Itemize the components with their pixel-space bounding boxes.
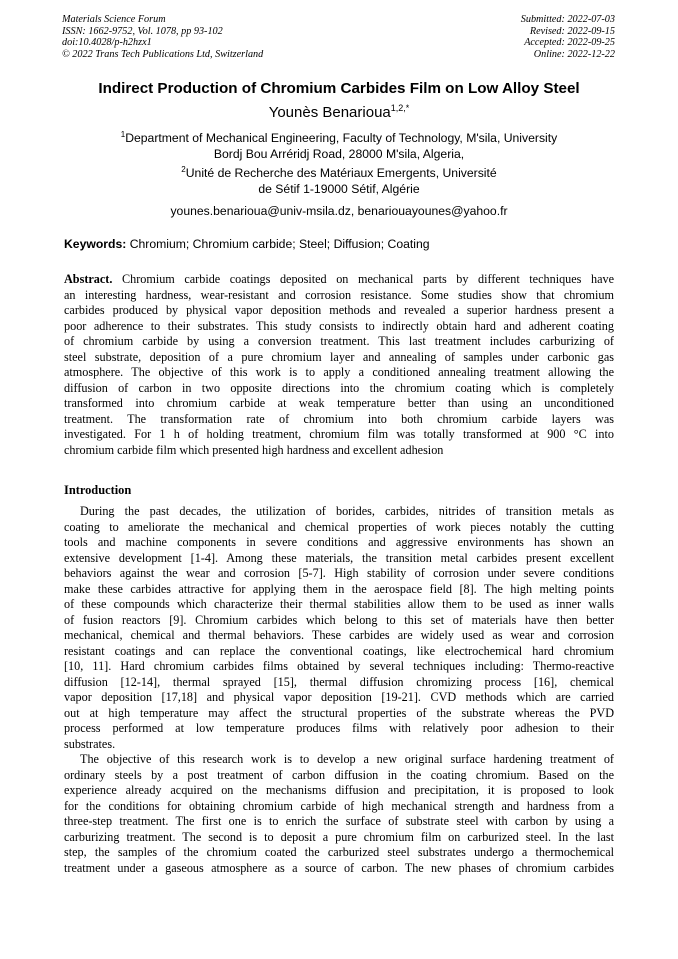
journal-header-left <box>62 14 263 60</box>
abstract-line: carbides produced by physical vapor deposition methods and revealed a superior hardness present a <box>64 303 614 317</box>
intro-line: The objective of this research work is to develop a new original surface hardening treatment of <box>80 752 614 766</box>
abstract-line: atmosphere. The objective of this work is to apply a conditioned annealing treatment allowing the <box>64 365 614 379</box>
author-email: younes.benarioua@univ-msila.dz, benariouayounes@yahoo.fr <box>170 204 508 218</box>
intro-line: experience already acquired on the mechanisms diffusion and precipitation, it is proposed to look <box>64 783 614 797</box>
affiliation-1-mark: 1 <box>120 130 126 139</box>
abstract-line: poor adherence to their substrates. This study consists to indirectly obtain hard and adherent coating <box>64 318 614 333</box>
affiliation-2-mark: 2 <box>181 165 186 174</box>
abstract <box>64 272 614 458</box>
abstract-line: Chromium carbide coatings deposited on mechanical parts by different techniques have <box>112 272 614 286</box>
intro-line: of these compounds which characterize their thermal stabilities allow them to be used as inner walls <box>64 597 614 611</box>
intro-line: treatment under a gaseous atmosphere as a source of carbon. The new phases of chromium carbides <box>64 860 614 875</box>
date-submitted: Submitted: 2022-07-03 <box>520 14 615 25</box>
intro-line: make these carbides attractive for applying them in the aerospace field [8]. The high melting points <box>64 581 614 596</box>
date-online: Online: 2022-12-22 <box>533 48 615 60</box>
abstract-line: treatment. The transformation rate of chromium into both chromium carbide layers was <box>64 411 614 426</box>
intro-line: carburizing treatment. The second is to deposit a pure chromium film on carburized steel. In the last <box>64 829 614 844</box>
abstract-line: chromium carbide film which presented high hardness and excellent adhesion <box>64 442 444 457</box>
intro-line: for the conditions for obtaining chromium carbide of high mechanical strength and hardness from a <box>64 798 614 813</box>
intro-line: diffusion [12-14], thermal sprayed [15], thermal diffusion chromizing process [16], chemical <box>64 674 614 689</box>
paper-title: Indirect Production of Chromium Carbides Film on Low Alloy Steel <box>98 80 580 97</box>
intro-line: coating to ameliorate the mechanical and chemical properties of work pieces notably the cutting <box>64 519 614 534</box>
keywords-text: Chromium; Chromium carbide; Steel; Diffusion; Coating <box>126 237 430 251</box>
intro-line: mechanical, chemical and thermal behaviors. These carbides are widely used as wear and corrosion <box>64 628 614 642</box>
date-revised: Revised: 2022-09-15 <box>529 25 615 37</box>
journal-issn: ISSN: 1662-9752, Vol. 1078, pp 93-102 <box>62 25 223 37</box>
affiliation-1-line-1: Department of Mechanical Engineering, Faculty of Technology, M'sila, University <box>125 131 558 145</box>
intro-line: substrates. <box>64 736 116 751</box>
section-heading-introduction: Introduction <box>64 483 132 497</box>
abstract-line: transformed into chromium carbide at weak temperature better than using an unconditioned <box>64 396 614 410</box>
affiliation-2-line-2: de Sétif 1-19000 Sétif, Algérie <box>258 181 420 196</box>
author-affiliation-marks: 1,2,* <box>390 103 410 113</box>
intro-line: behaviors against the wear and corrosion [5-7]. High stability of corrosion under severe conditions <box>64 566 614 580</box>
keywords <box>64 237 624 251</box>
affiliation-2 <box>0 166 678 197</box>
intro-line: of fusion reactors [9]. Chromium carbides which belong to this set of materials have then better <box>64 612 614 627</box>
abstract-line: diffusion of carbon in two opposite directions into the chromium coating which is completely <box>64 380 614 395</box>
abstract-line: investigated. For 1 h of holding treatment, chromium film was totally transformed at 900 °C into <box>64 427 614 441</box>
introduction-body <box>64 504 614 876</box>
journal-name: Materials Science Forum <box>62 14 166 25</box>
abstract-line: an interesting hardness, wear-resistant and corrosion resistance. Some studies show that chromium <box>64 287 614 302</box>
journal-copyright: © 2022 Trans Tech Publications Ltd, Switzerland <box>62 48 264 60</box>
intro-line: tools and machine components in severe conditions and aggressive environments has shown an <box>64 535 614 549</box>
intro-line: During the past decades, the utilization of borides, carbides, nitrides of transition metals as <box>80 504 614 518</box>
affiliation-1-line-2: Bordj Bou Arréridj Road, 28000 M'sila, Algeria, <box>213 146 465 161</box>
abstract-label: Abstract. <box>64 272 113 286</box>
intro-line: resistant coatings and can replace the conventional coatings, like electrochemical hard chromium <box>64 643 614 658</box>
intro-line: extensive development [1-4]. Among these materials, the transition metal carbides present excellent <box>64 550 614 565</box>
affiliation-1 <box>0 131 678 162</box>
author-line <box>0 104 678 121</box>
intro-line: step, the samples of the chromium coated the carburized steel substrates undergo a thermochemical <box>64 845 614 859</box>
keywords-label: Keywords: <box>64 237 127 251</box>
author-name: Younès Benarioua <box>268 104 391 121</box>
journal-header-right <box>521 14 615 60</box>
intro-line: process performed at low temperature produces films with relatively poor adhesion to their <box>64 721 614 735</box>
abstract-line: of chromium carbide by using a conversion treatment. This last treatment includes carburizing of <box>64 334 614 348</box>
intro-line: ordinary steels by a post treatment of carbon diffusion in the coating chromium. Based on the <box>64 767 614 782</box>
intro-line: out at high temperature may affect the structural properties of the substrate whereas the PVD <box>64 705 614 720</box>
journal-doi: doi:10.4028/p-h2hzx1 <box>62 37 152 49</box>
intro-line: vapor deposition [17,18] and physical vapor deposition [19-21]. CVD methods which are carried <box>64 690 614 704</box>
intro-line: three-step treatment. The first one is to enrich the surface of substrate steel with carbon by using a <box>64 814 614 828</box>
abstract-line: steel substrate, deposition of a pure chromium layer and annealing of samples under carbonic gas <box>64 349 614 364</box>
affiliation-2-line-1: Unité de Recherche des Matériaux Emergents, Université <box>185 166 497 180</box>
date-accepted: Accepted: 2022-09-25 <box>524 37 615 49</box>
intro-line: [10, 11]. Hard chromium carbides films obtained by several techniques including: Thermo-reactive <box>64 659 614 673</box>
